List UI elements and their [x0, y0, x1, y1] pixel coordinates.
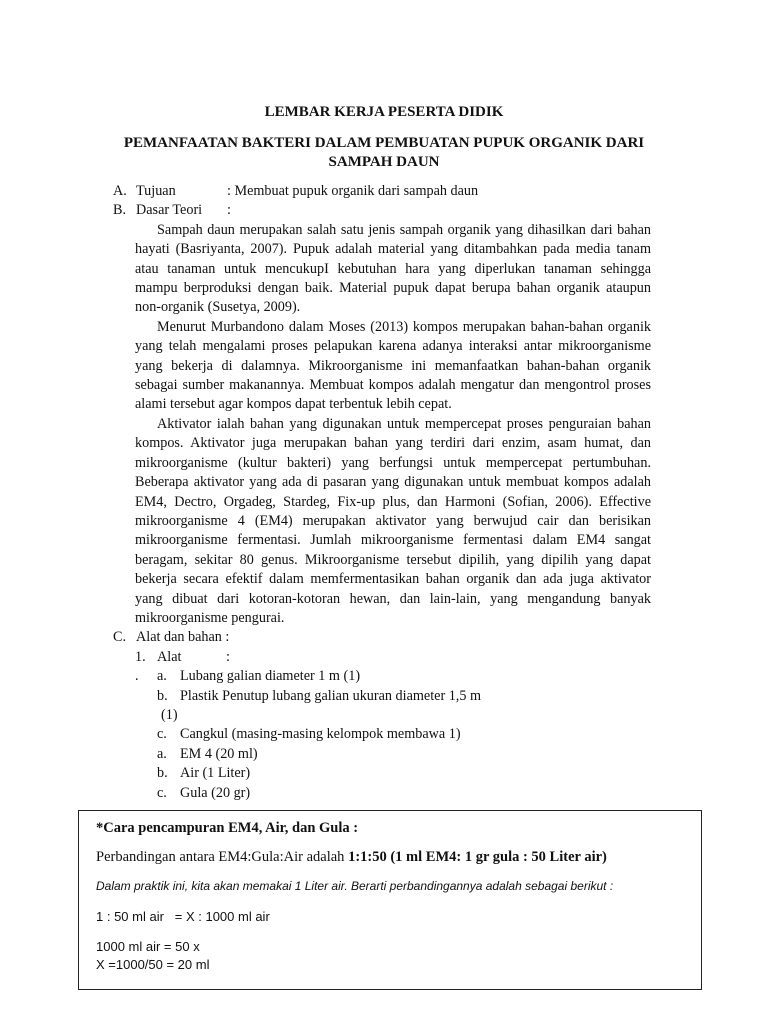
list-item-text: EM 4 (20 ml) — [180, 745, 258, 762]
section-a-marker: A. — [113, 183, 127, 199]
list-item-marker: b. — [157, 765, 168, 782]
page-subtitle: PEMANFAATAN BAKTERI DALAM PEMBUATAN PUPUK ORGANIK DARI SAMPAH DAUN — [123, 135, 645, 170]
list-item — [157, 687, 651, 706]
theory-paragraph: Menurut Murbandono dalam Moses (2013) kompos merupakan bahan-bahan organik yang telah mengalami proses pelapukan karena adanya interaksi antar mikroorganisme yang bekerja di dalamnya. Mikroorganisme ini memanfaatkan bahan-bahan organik sebagai sumber makanannya. Membuat kompos adalah mengatur dan mengontrol proses alami tersebut agar kompos dapat terbentuk lebih cepat. — [135, 318, 651, 413]
list-item-text: Lubang galian diameter 1 m (1) — [180, 668, 361, 685]
section-c-marker: C. — [113, 629, 127, 646]
section-a-text: : Membuat pupuk organik dari sampah daun — [227, 183, 479, 199]
ratio-value: 1:1:50 (1 ml EM4: 1 gr gula : 50 Liter air) — [348, 849, 607, 865]
box-title: *Cara pencampuran EM4, Air, dan Gula : — [96, 820, 359, 836]
alat-heading — [135, 648, 651, 667]
theory-paragraph: Sampah daun merupakan salah satu jenis sampah organik yang dihasilkan dari bahan hayati (Basriyanta, 2007). Pupuk adalah material yang ditambahkan pada media tanam atau tanaman untuk mencukupI kebutuhan hara yang diperlukan tanaman sehingga mampu berproduksi dengan baik. Material pupuk dapat berupa bahan organik ataupun non-organik (Susetya, 2009). — [135, 221, 651, 316]
section-a — [113, 182, 651, 201]
equation-line: 1000 ml air = 50 x — [96, 939, 200, 954]
list-item-text: Air (1 Liter) — [180, 765, 251, 782]
equation-block — [96, 938, 209, 974]
alat-marker: 1. — [135, 648, 146, 665]
list-item — [135, 667, 651, 686]
list-item-text: Gula (20 gr) — [180, 784, 251, 801]
ratio-prefix: Perbandingan antara EM4:Gula:Air adalah — [96, 849, 349, 865]
list-item-lead: . — [135, 668, 139, 685]
section-b-label: Dasar Teori — [136, 202, 203, 219]
section-c-heading — [113, 628, 651, 647]
list-item-marker: c. — [157, 726, 167, 743]
section-b-marker: B. — [113, 202, 127, 219]
ratio-line — [96, 849, 607, 866]
section-c-label: Alat dan bahan : — [136, 629, 230, 646]
list-item — [157, 784, 651, 803]
practice-note: Dalam praktik ini, kita akan memakai 1 Liter air. Berarti perbandingannya adalah sebagai berikut : — [96, 879, 614, 893]
page-title: LEMBAR KERJA PESERTA DIDIK — [264, 104, 504, 120]
theory-paragraph: Aktivator ialah bahan yang digunakan untuk mempercepat proses penguraian bahan kompos. Aktivator juga merupakan bahan yang terdiri dari enzim, asam humat, dan mikroorganisme (kultur bakteri) yang berfungsi untuk mempercepat pertumbuhan. Beberapa aktivator yang ada di pasaran yang digunakan untuk membuat kompos adalah EM4, Dectro, Orgadeg, Stardeg, Fix-up plus, dan Harmoni (Sofian, 2006). Effective mikroorganisme 4 (EM4) merupakan aktivator yang berwujud cair dan berisikan mikroorganisme fermentasi. Jumlah mikroorganisme fermentasi dalam EM4 sangat beragam, sekitar 80 genus. Mikroorganisme tersebut dipilih, yang dipilih yang dapat bekerja secara efektif dalam memfermentasikan bahan organik dan ada juga aktivator yang dibuat dari kotoran-kotoran hewan, dan lain-lain, yang mengandung banyak mikroorganisme pengurai. — [135, 415, 651, 626]
alat-colon: : — [226, 648, 230, 665]
list-item-marker: c. — [157, 784, 167, 801]
mixing-instructions-box — [78, 810, 702, 990]
section-a-label: Tujuan — [136, 183, 176, 199]
list-item-text: Cangkul (masing-masing kelompok membawa 1) — [180, 726, 461, 743]
equation-line: 1 : 50 ml air = X : 1000 ml air — [96, 909, 270, 924]
list-item — [157, 745, 651, 764]
equation-line: X =1000/50 = 20 ml — [96, 957, 210, 972]
list-item — [157, 764, 651, 783]
list-item-marker: b. — [157, 687, 168, 704]
list-item-text: Plastik Penutup lubang galian ukuran diameter 1,5 m — [180, 687, 482, 704]
list-item-continuation: (1) — [161, 706, 178, 723]
alat-label: Alat — [157, 648, 182, 665]
section-b-colon: : — [227, 202, 231, 219]
list-item-marker: a. — [157, 668, 167, 685]
section-b-heading — [113, 201, 651, 220]
list-item — [157, 725, 651, 744]
document-body — [113, 182, 651, 803]
list-item-marker: a. — [157, 745, 167, 762]
